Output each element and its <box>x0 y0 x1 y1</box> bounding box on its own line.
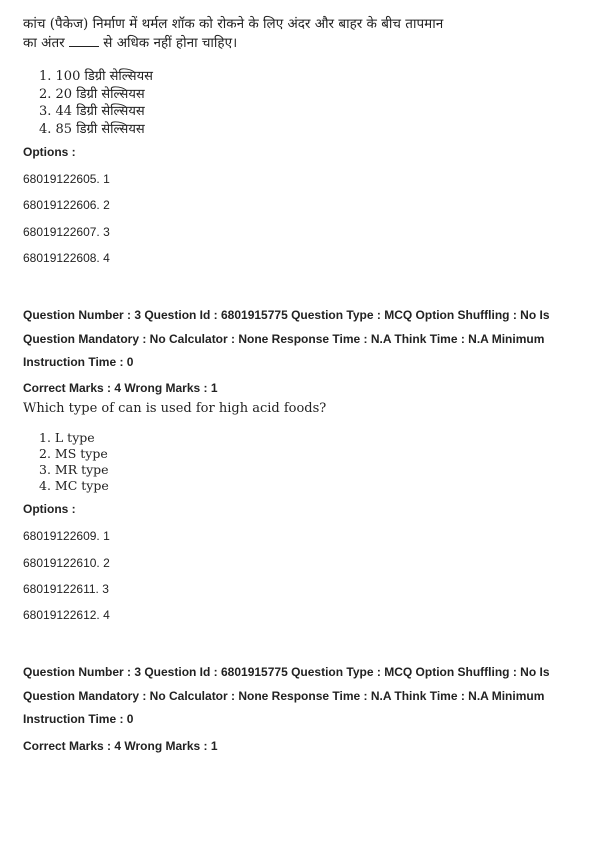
question-meta-line: Instruction Time : 0 <box>23 355 134 369</box>
question-meta-line: Question Mandatory : No Calculator : None Response Time : N.A Think Time : N.A Minimum <box>23 689 545 703</box>
options-label: Options : <box>23 145 76 159</box>
question-text-line-2-start: का अंतर <box>23 35 69 51</box>
answer-option: 4. 85 डिग्री सेल्सियस <box>39 121 145 137</box>
answer-option: 3. MR type <box>39 462 109 477</box>
answer-option: 1. 100 डिग्री सेल्सियस <box>39 69 153 84</box>
question-text-line-2-end: से अधिक नहीं होना चाहिए। <box>103 35 238 51</box>
option-id: 68019122611. 3 <box>23 582 109 596</box>
option-id: 68019122609. 1 <box>23 529 110 543</box>
question-meta-line: Question Mandatory : No Calculator : None Response Time : N.A Think Time : N.A Minimum <box>23 332 545 346</box>
question-meta-line: Question Number : 3 Question Id : 6801915775 Question Type : MCQ Option Shuffling : No Is <box>23 665 550 679</box>
question-text-line-2 <box>23 34 583 53</box>
option-id: 68019122607. 3 <box>23 225 110 239</box>
question-text: Which type of can is used for high acid foods? <box>23 401 327 416</box>
question-text-hindi <box>23 15 583 53</box>
answer-option: 2. 20 डिग्री सेल्सियस <box>39 86 145 102</box>
question-text-line-1: कांच (पैकेज) निर्माण में थर्मल शॉक को रोकने के लिए अंदर और बाहर के बीच तापमान <box>23 16 444 32</box>
answer-option-list-hindi <box>39 68 153 138</box>
answer-option: 3. 44 डिग्री सेल्सियस <box>39 104 145 119</box>
marks-line: Correct Marks : 4 Wrong Marks : 1 <box>23 381 218 395</box>
answer-option: 4. MC type <box>39 478 109 493</box>
option-id: 68019122612. 4 <box>23 608 110 622</box>
answer-blank <box>69 34 99 47</box>
answer-option: 2. MS type <box>39 446 108 461</box>
options-label: Options : <box>23 502 76 516</box>
question-meta-line: Instruction Time : 0 <box>23 712 134 726</box>
option-id: 68019122610. 2 <box>23 556 110 570</box>
marks-line: Correct Marks : 4 Wrong Marks : 1 <box>23 739 218 753</box>
answer-option: 1. L type <box>39 430 95 445</box>
option-id: 68019122605. 1 <box>23 172 110 186</box>
answer-option-list <box>39 430 109 494</box>
question-meta-line: Question Number : 3 Question Id : 6801915775 Question Type : MCQ Option Shuffling : No Is <box>23 308 550 322</box>
option-id: 68019122608. 4 <box>23 251 110 265</box>
option-id: 68019122606. 2 <box>23 198 110 212</box>
